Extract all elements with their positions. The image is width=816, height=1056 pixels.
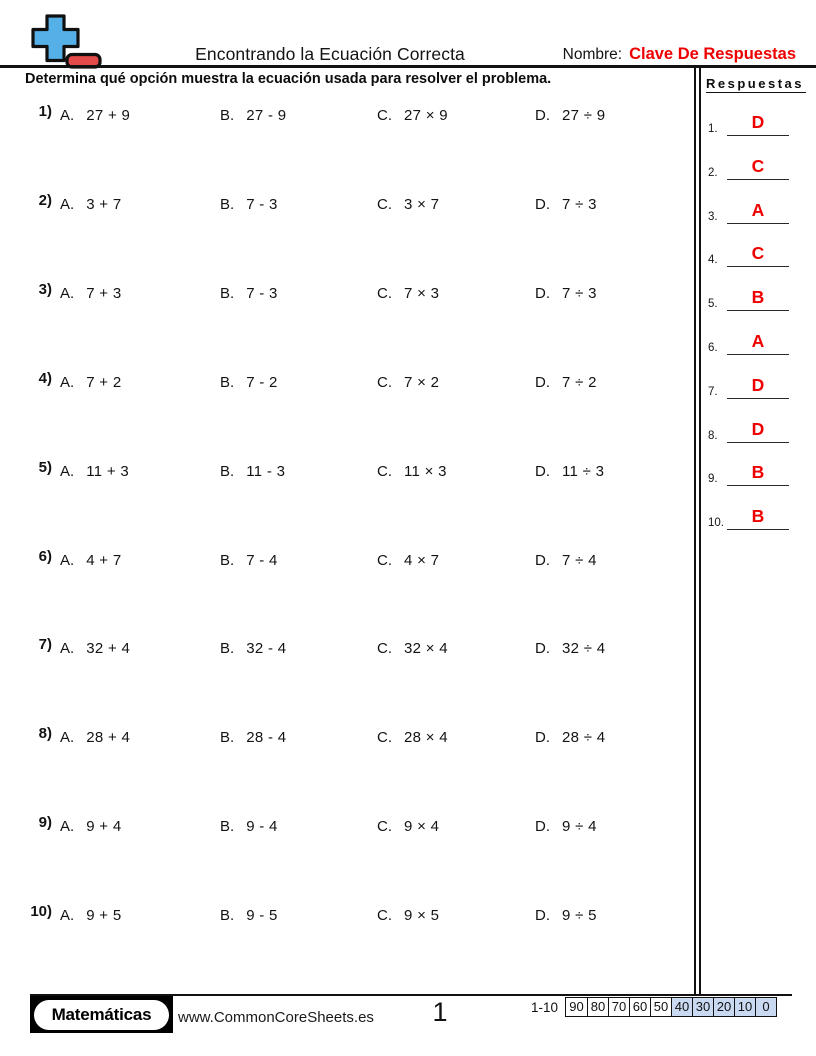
- answer-option: [60, 107, 130, 124]
- score-cell: 80: [587, 998, 608, 1016]
- option-letter: B.: [220, 107, 235, 124]
- score-range-label: 1-10: [531, 1000, 559, 1015]
- answer-option: [377, 107, 448, 124]
- answer-option: [60, 552, 121, 569]
- answer-value: C: [751, 243, 765, 264]
- option-letter: A.: [60, 462, 75, 480]
- brand-badge: [30, 996, 173, 1033]
- option-letter: C.: [377, 195, 392, 213]
- option-letter: C.: [377, 818, 392, 836]
- answer-row: [707, 411, 791, 443]
- option-expression: 9 + 5: [86, 907, 122, 925]
- option-letter: D.: [535, 462, 550, 480]
- score-cell: 70: [608, 998, 629, 1016]
- answer-number: 6.: [708, 342, 718, 354]
- question-number: 4): [38, 369, 52, 387]
- answer-option: [377, 640, 448, 657]
- page-title: Encontrando la Ecuación Correcta: [195, 44, 465, 64]
- question-number: 7): [38, 636, 52, 654]
- option-letter: A.: [60, 195, 75, 213]
- score-cell: 20: [713, 998, 734, 1016]
- answer-option: [60, 907, 121, 924]
- option-expression: 9 - 5: [246, 907, 278, 925]
- answer-value: C: [751, 155, 765, 176]
- question-number: 2): [38, 191, 52, 209]
- question-number: 3): [38, 280, 52, 298]
- question-row: [0, 903, 695, 931]
- answer-option: [220, 907, 278, 924]
- option-expression: 11 ÷ 3: [562, 462, 605, 480]
- answer-option: [535, 107, 605, 124]
- answer-option: [220, 818, 278, 835]
- option-expression: 9 - 4: [246, 818, 278, 836]
- option-expression: 11 × 3: [404, 462, 447, 480]
- answer-blank-line: [727, 485, 789, 486]
- option-expression: 7 + 2: [86, 373, 122, 391]
- option-expression: 7 - 2: [246, 373, 278, 391]
- option-expression: 27 × 9: [404, 107, 448, 124]
- option-letter: B.: [220, 551, 235, 569]
- option-expression: 9 ÷ 5: [562, 907, 597, 925]
- option-expression: 27 ÷ 9: [562, 107, 606, 124]
- brand-name: Matemáticas: [51, 1004, 152, 1024]
- answer-option: [535, 729, 605, 746]
- answer-option: [535, 640, 605, 657]
- question-row: [0, 458, 695, 487]
- option-letter: D.: [535, 907, 550, 925]
- answer-row: [707, 279, 791, 311]
- answer-option: [377, 196, 439, 213]
- answer-value: D: [751, 374, 765, 395]
- answer-blank-line: [727, 310, 789, 311]
- score-cell: 10: [734, 998, 755, 1016]
- option-expression: 7 - 3: [246, 284, 278, 302]
- answer-option: [377, 463, 447, 480]
- option-expression: 9 ÷ 4: [562, 818, 597, 836]
- question-row: [0, 636, 695, 664]
- option-letter: D.: [535, 551, 550, 569]
- answer-option: [535, 463, 604, 480]
- option-expression: 9 × 5: [404, 907, 440, 925]
- answer-option: [220, 640, 286, 657]
- option-expression: 3 + 7: [86, 195, 122, 213]
- instruction-text: Determina qué opción muestra la ecuación usada para resolver el problema.: [25, 71, 552, 87]
- answer-option: [535, 818, 597, 835]
- question-row: [0, 725, 695, 753]
- answer-blank-line: [727, 223, 789, 224]
- question-number: 10): [30, 903, 52, 921]
- answer-option: [60, 818, 121, 835]
- option-expression: 11 - 3: [246, 462, 286, 480]
- option-letter: A.: [60, 729, 75, 747]
- answer-row: [707, 454, 791, 486]
- answer-option: [60, 285, 121, 302]
- option-letter: D.: [535, 284, 550, 302]
- option-letter: D.: [535, 373, 550, 391]
- option-letter: B.: [220, 729, 235, 747]
- option-letter: B.: [220, 818, 235, 836]
- sidebar-divider: [694, 67, 701, 994]
- option-letter: A.: [60, 907, 75, 925]
- answer-value: D: [751, 112, 765, 132]
- answer-number: 3.: [708, 210, 718, 223]
- option-letter: C.: [377, 284, 392, 302]
- answer-number: 5.: [708, 298, 718, 311]
- answer-number: 1.: [708, 123, 718, 135]
- option-letter: B.: [220, 462, 235, 480]
- brand-pill: [34, 1000, 169, 1030]
- option-letter: A.: [60, 107, 75, 124]
- option-expression: 28 - 4: [246, 729, 287, 747]
- option-letter: B.: [220, 284, 235, 302]
- option-letter: A.: [60, 818, 75, 836]
- option-expression: 27 - 9: [246, 107, 287, 124]
- answers-panel-title: Respuestas: [706, 76, 804, 91]
- option-expression: 28 × 4: [404, 729, 448, 747]
- score-cell: 90: [566, 998, 587, 1016]
- option-expression: 7 - 4: [246, 551, 278, 569]
- answer-option: [60, 729, 130, 746]
- answer-blank-line: [727, 442, 789, 443]
- name-value-answer-key: Clave De Respuestas: [629, 45, 796, 63]
- answer-value: B: [751, 287, 765, 308]
- answer-option: [220, 196, 278, 213]
- option-letter: D.: [535, 107, 550, 124]
- answer-option: [535, 552, 597, 569]
- option-expression: 27 + 9: [86, 107, 131, 124]
- answer-number: 8.: [708, 429, 718, 442]
- option-expression: 32 - 4: [246, 640, 287, 658]
- option-letter: C.: [377, 462, 392, 480]
- question-row: [0, 369, 695, 398]
- option-expression: 28 + 4: [86, 729, 131, 747]
- answer-option: [535, 285, 597, 302]
- question-number: 6): [38, 547, 52, 565]
- option-expression: 32 + 4: [86, 640, 131, 658]
- option-expression: 4 × 7: [404, 551, 440, 569]
- answer-row: [707, 323, 791, 355]
- answer-option: [60, 196, 121, 213]
- answer-value: B: [751, 462, 765, 483]
- option-expression: 7 ÷ 3: [562, 284, 597, 302]
- answer-row: [707, 498, 791, 530]
- option-letter: D.: [535, 195, 550, 213]
- name-label: Nombre:: [562, 46, 623, 63]
- answer-blank-line: [727, 266, 789, 267]
- option-expression: 7 × 3: [404, 284, 440, 302]
- option-letter: B.: [220, 373, 235, 391]
- answer-option: [220, 463, 285, 480]
- option-letter: B.: [220, 907, 235, 925]
- option-expression: 7 - 3: [246, 195, 278, 213]
- answer-blank-line: [727, 179, 789, 180]
- answer-option: [535, 907, 597, 924]
- answer-value: A: [751, 331, 765, 351]
- option-letter: B.: [220, 195, 235, 213]
- option-expression: 32 ÷ 4: [562, 640, 606, 658]
- option-letter: A.: [60, 284, 75, 302]
- question-number: 8): [38, 725, 52, 743]
- option-letter: A.: [60, 640, 75, 658]
- option-letter: C.: [377, 551, 392, 569]
- answer-blank-line: [727, 354, 789, 355]
- answer-option: [60, 374, 121, 391]
- answer-option: [377, 818, 439, 835]
- answer-option: [220, 285, 278, 302]
- answer-value: D: [751, 418, 765, 439]
- answer-option: [535, 374, 597, 391]
- answer-option: [377, 907, 439, 924]
- answer-value: B: [751, 506, 765, 527]
- question-number: 5): [38, 458, 52, 476]
- question-row: [0, 280, 695, 309]
- answer-row: [707, 235, 791, 267]
- option-letter: C.: [377, 640, 392, 658]
- score-table: [565, 997, 777, 1017]
- option-expression: 7 ÷ 4: [562, 551, 597, 569]
- option-letter: A.: [60, 373, 75, 391]
- option-expression: 7 + 3: [86, 284, 122, 302]
- option-letter: D.: [535, 729, 550, 747]
- answer-option: [220, 374, 278, 391]
- answer-option: [377, 374, 439, 391]
- answer-number: 4.: [708, 254, 718, 267]
- score-cell: 30: [692, 998, 713, 1016]
- answer-option: [377, 552, 439, 569]
- answer-blank-line: [727, 398, 789, 399]
- answer-option: [220, 729, 286, 746]
- answer-blank-line: [727, 529, 789, 530]
- page-number: 1: [432, 997, 448, 1027]
- answer-option: [377, 729, 448, 746]
- option-expression: 3 × 7: [404, 195, 440, 213]
- option-expression: 9 × 4: [404, 818, 440, 836]
- answer-option: [220, 552, 278, 569]
- option-letter: C.: [377, 907, 392, 925]
- option-expression: 4 + 7: [86, 551, 122, 569]
- question-number: 9): [38, 814, 52, 832]
- answer-option: [60, 640, 130, 657]
- answer-row: [707, 104, 791, 136]
- option-expression: 11 + 3: [86, 462, 129, 480]
- question-number: 1): [38, 103, 52, 120]
- answer-number: 10.: [708, 517, 724, 530]
- answer-row: [707, 192, 791, 224]
- option-expression: 7 × 2: [404, 373, 440, 391]
- option-letter: C.: [377, 107, 392, 124]
- question-row: [0, 547, 695, 576]
- answer-option: [377, 285, 439, 302]
- answer-number: 7.: [708, 385, 718, 398]
- answer-number: 9.: [708, 473, 718, 486]
- answer-row: [707, 367, 791, 399]
- score-cell: 40: [671, 998, 692, 1016]
- option-letter: D.: [535, 640, 550, 658]
- option-expression: 32 × 4: [404, 640, 448, 658]
- option-expression: 28 ÷ 4: [562, 729, 606, 747]
- answer-blank-line: [727, 135, 789, 136]
- question-row: [0, 191, 695, 220]
- question-row: [0, 814, 695, 842]
- answer-option: [60, 463, 129, 480]
- option-letter: D.: [535, 818, 550, 836]
- answer-option: [220, 107, 286, 124]
- answer-option: [535, 196, 597, 213]
- option-expression: 7 ÷ 3: [562, 195, 597, 213]
- score-cell: 60: [629, 998, 650, 1016]
- option-letter: C.: [377, 373, 392, 391]
- question-row: [0, 103, 695, 131]
- option-letter: B.: [220, 640, 235, 658]
- option-letter: C.: [377, 729, 392, 747]
- answer-row: [707, 148, 791, 180]
- option-expression: 7 ÷ 2: [562, 373, 597, 391]
- website-url: www.CommonCoreSheets.es: [178, 1009, 374, 1026]
- option-letter: A.: [60, 551, 75, 569]
- option-expression: 9 + 4: [86, 818, 122, 836]
- score-cell: 50: [650, 998, 671, 1016]
- score-cell: 0: [755, 998, 776, 1016]
- answer-value: A: [751, 199, 765, 220]
- answer-number: 2.: [708, 166, 718, 179]
